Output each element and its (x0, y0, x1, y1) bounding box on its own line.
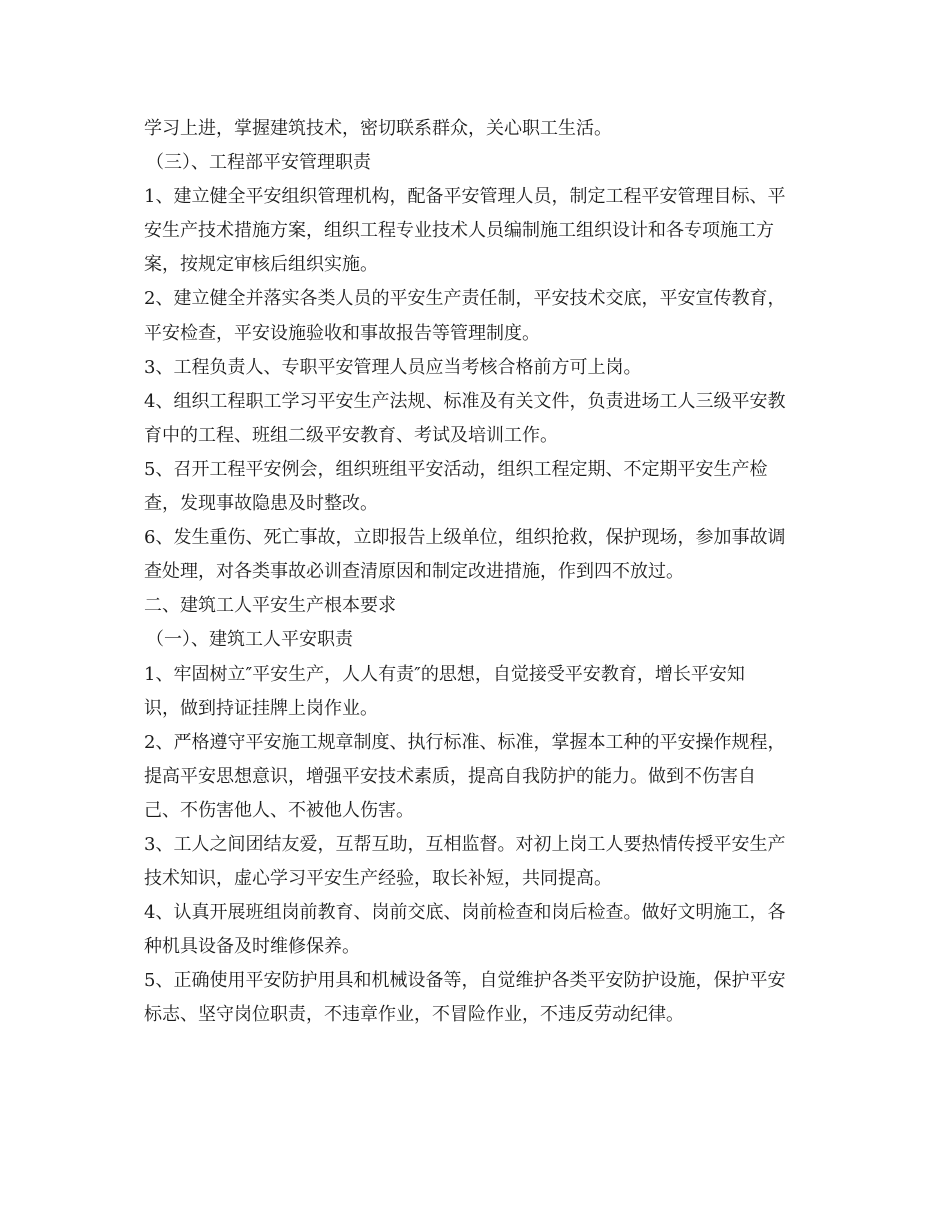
text-line: 查处理，对各类事故必训查清原因和制定改进措施，作到四不放过。 (144, 561, 684, 583)
text-line: 2、严格遵守平安施工规章制度、执行标准、标准，掌握本工种的平安操作规程， (144, 731, 786, 753)
text-line: 案，按规定审核后组织实施。 (144, 254, 378, 276)
text-line: 2、建立健全并落实各类人员的平安生产责任制，平安技术交底，平安宣传教育， (144, 288, 786, 310)
text-line: 标志、坚守岗位职责，不违章作业，不冒险作业，不违反劳动纪律。 (144, 1004, 684, 1026)
text-line: 平安检查，平安设施验收和事故报告等管理制度。 (144, 322, 540, 344)
text-line: 己、不伤害他人、不被他人伤害。 (144, 799, 414, 821)
text-line: 3、工程负责人、专职平安管理人员应当考核合格前方可上岗。 (144, 356, 642, 378)
text-line: 技术知识，虚心学习平安生产经验，取长补短，共同提高。 (144, 868, 612, 890)
text-line: 1、建立健全平安组织管理机构，配备平安管理人员，制定工程平安管理目标、平 (144, 186, 786, 208)
text-line: 4、组织工程职工学习平安生产法规、标准及有关文件，负责进场工人三级平安教 (144, 390, 786, 412)
text-line: 5、召开工程平安例会，组织班组平安活动，组织工程定期、不定期平安生产检 (144, 458, 768, 480)
section-heading: （一）、建筑工人平安职责 (146, 629, 353, 651)
text-line: 5、正确使用平安防护用具和机械设备等，自觉维护各类平安防护设施，保护平安 (144, 970, 786, 992)
text-line: 学习上进，掌握建筑技术，密切联系群众，关心职工生活。 (144, 118, 612, 139)
text-line: 安生产技术措施方案，组织工程专业技术人员编制施工组织设计和各专项施工方 (144, 220, 774, 242)
text-line: 查，发现事故隐患及时整改。 (144, 493, 378, 515)
text-line: 识，做到持证挂牌上岗作业。 (144, 697, 378, 719)
text-line: 3、工人之间团结友爱，互帮互助，互相监督。对初上岗工人要热情传授平安生产 (144, 833, 786, 855)
section-heading: 二、建筑工人平安生产根本要求 (144, 595, 396, 617)
text-line: 4、认真开展班组岗前教育、岗前交底、岗前检查和岗后检查。做好文明施工，各 (144, 902, 786, 924)
text-line: 6、发生重伤、死亡事故，立即报告上级单位，组织抢救，保护现场，参加事故调 (144, 527, 786, 549)
text-line: 种机具设备及时维修保养。 (144, 936, 360, 958)
text-line: 育中的工程、班组二级平安教育、考试及培训工作。 (144, 424, 558, 446)
section-heading: （三）、工程部平安管理职责 (146, 152, 371, 174)
text-line: 1、牢固树立″平安生产，人人有责″的思想，自觉接受平安教育，增长平安知 (144, 663, 745, 685)
document-body (144, 112, 824, 1033)
text-line: 提高平安思想意识，增强平安技术素质，提高自我防护的能力。做到不伤害自 (144, 765, 756, 787)
